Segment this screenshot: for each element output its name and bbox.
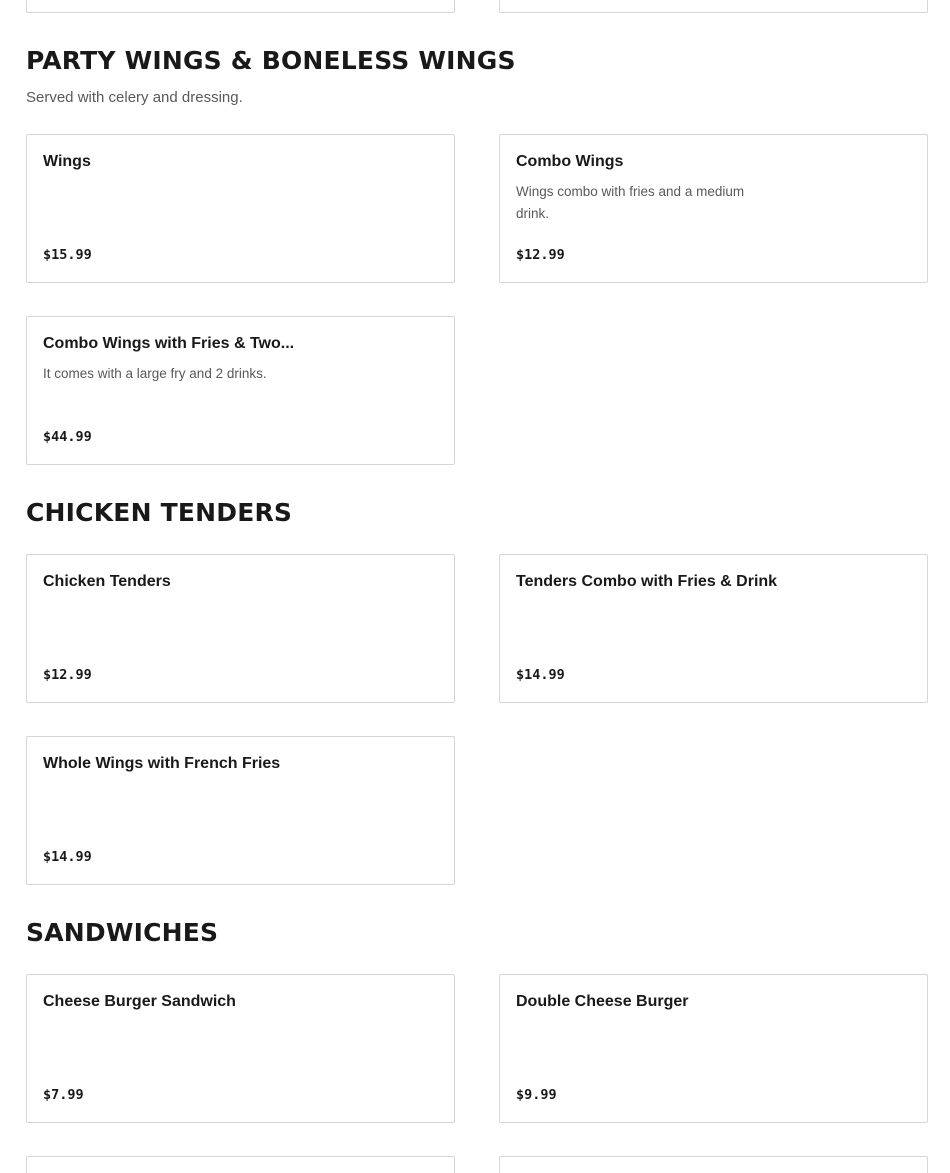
menu-item-card[interactable] — [26, 554, 455, 703]
menu-item-card[interactable] — [499, 554, 928, 703]
menu-item-card-partial[interactable] — [26, 0, 455, 13]
section-title-wings: PARTY WINGS & BONELESS WINGS — [26, 46, 516, 75]
item-name: Combo Wings with Fries & Two... — [43, 335, 295, 352]
item-description: Wings combo with fries and a medium drink. — [516, 184, 745, 221]
menu-item-card-partial[interactable] — [499, 1156, 928, 1173]
menu-item-card[interactable] — [499, 134, 928, 283]
menu-item-card[interactable] — [26, 974, 455, 1123]
menu-item-card[interactable] — [26, 736, 455, 885]
menu-item-card[interactable] — [499, 974, 928, 1123]
item-price: $14.99 — [43, 849, 92, 865]
menu-item-card-partial[interactable] — [499, 0, 928, 13]
item-name: Cheese Burger Sandwich — [43, 993, 236, 1010]
section-title-tenders: CHICKEN TENDERS — [26, 498, 293, 527]
item-name: Wings — [43, 153, 91, 170]
item-description: It comes with a large fry and 2 drinks. — [43, 366, 267, 381]
item-name: Combo Wings — [516, 153, 624, 170]
section-title-sandwiches: SANDWICHES — [26, 918, 219, 947]
item-price: $12.99 — [516, 247, 565, 263]
item-price: $15.99 — [43, 247, 92, 263]
menu-item-card-partial[interactable] — [26, 1156, 455, 1173]
item-name: Tenders Combo with Fries & Drink — [516, 573, 778, 590]
item-name: Whole Wings with French Fries — [43, 755, 281, 772]
menu-item-card[interactable] — [26, 316, 455, 465]
menu-item-card[interactable] — [26, 134, 455, 283]
item-name: Chicken Tenders — [43, 573, 171, 590]
item-price: $12.99 — [43, 667, 92, 683]
section-subtitle-wings: Served with celery and dressing. — [26, 89, 243, 106]
item-price: $9.99 — [516, 1087, 557, 1103]
item-name: Double Cheese Burger — [516, 993, 689, 1010]
item-price: $14.99 — [516, 667, 565, 683]
item-price: $44.99 — [43, 429, 92, 445]
item-price: $7.99 — [43, 1087, 84, 1103]
